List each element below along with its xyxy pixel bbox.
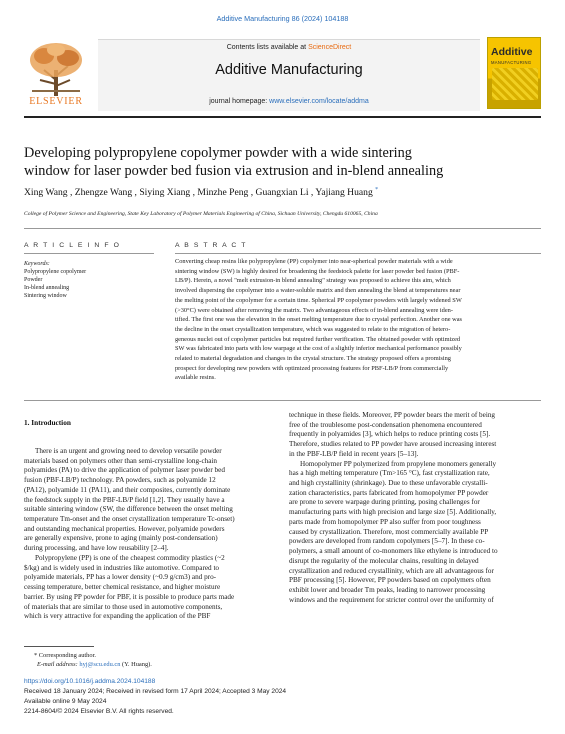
contents-line <box>98 44 480 51</box>
corresponding-author-note: * Corresponding author. <box>34 652 96 659</box>
article-info-heading: A R T I C L E I N F O <box>24 242 121 249</box>
abstract-body <box>175 257 543 383</box>
body-line: disrupt the regularity of the molecular chains, resulting in delayed <box>289 556 479 565</box>
abstract-divider <box>175 253 541 254</box>
homepage-line <box>98 98 480 105</box>
footnote-divider <box>24 646 94 647</box>
body-line: Homopolymer PP polymerized from propylene monomers generally <box>300 459 497 468</box>
corresponding-author-mark[interactable]: * <box>375 187 379 193</box>
body-line: There is an urgent and growing need to develop versatile powder <box>35 447 222 455</box>
body-line: which is very attractive for expanding the application of the PBF <box>24 612 211 621</box>
contents-prefix: Contents lists available at <box>226 44 309 51</box>
body-line: temperature Tm-onset and the onset crystallization temperature Tc-onset) <box>24 515 235 524</box>
abstract-line: sintering window (SW) is highly desired for broadening the feedstock palette for laser powder bed fusion (PBF- <box>175 267 460 275</box>
header-divider <box>24 116 541 118</box>
body-line: polyamides (PA) to drive the application of polymer laser powder bed <box>24 466 225 475</box>
body-line: Polypropylene (PP) is one of the cheapest commodity plastics (~2 <box>35 553 225 562</box>
email-link[interactable]: hyj@scu.edu.cn <box>79 661 121 668</box>
body-line: has a high melting temperature (Tm>165 °C), fast crystallization rate, <box>289 469 490 478</box>
body-line: free of the troublesome post-condensation phenomena encountered <box>289 420 482 429</box>
abstract-line: (>30°C) were obtained after removing the matrix. Two advantageous effects of in-blend annealing were iden- <box>175 306 453 314</box>
body-line: barrier. By using PP powder for PBF, it is possible to produce parts made <box>24 592 235 601</box>
journal-reference[interactable]: Additive Manufacturing 86 (2024) 104188 <box>216 14 349 23</box>
received-dates: Received 18 January 2024; Received in revised form 17 April 2024; Accepted 3 May 2024 <box>24 688 287 695</box>
abstract-line: related to material degradation and changes in the crystal structure. The strategy proposed offers a promising <box>175 355 451 363</box>
journal-homepage-link[interactable]: www.elsevier.com/locate/addma <box>269 98 369 105</box>
cover-title: Additive <box>491 46 533 58</box>
abstract-line: LB/P). Herein, a novel "melt extrusion-in blend annealing" strategy was proposed to achieve this aim, which <box>175 277 451 285</box>
abstract-line: available resins. <box>175 374 216 382</box>
journal-header <box>98 39 480 111</box>
body-line: cessing temperature, better chemical resistance, and higher moisture <box>24 583 221 592</box>
introduction-column-1 <box>24 447 277 622</box>
email-suffix: (Y. Huang). <box>120 661 152 668</box>
authors-text: Xing Wang , Zhengze Wang , Siying Xiang , Minzhe Peng , Guangxian Li , Yajiang Huang <box>24 187 373 199</box>
body-line: suitable sintering window (SW, the difference between the onset melting <box>24 505 233 514</box>
body-line: Therefore, studies related to PP powder have aroused increasing interest <box>289 440 497 449</box>
keywords-label: Keywords: <box>24 261 50 267</box>
abstract-line: geneous nuclei out of copolymer particles but required further verification. The obtained powder with optimized <box>175 335 461 343</box>
body-line: $/kg) and is widely used in industries like automotive. Compared to <box>24 563 220 572</box>
sciencedirect-link[interactable]: ScienceDirect <box>308 44 352 51</box>
article-info-divider <box>24 253 154 254</box>
body-line: in the PBF-LB/P field in recent years [5–13]. <box>289 449 419 458</box>
online-date: Available online 9 May 2024 <box>24 698 107 705</box>
affiliation: College of Polymer Science and Engineering, State Key Laboratory of Polymer Materials Engineering of China, Sichuan University, Chengdu 610065, China <box>24 211 378 217</box>
abstract-bottom-divider <box>24 400 541 401</box>
body-line: polymers, a small amount of co-monomers like ethylene is introduced to <box>289 547 498 556</box>
body-line: fusion (PBF-LB/P) technology. PA powders, such as polyamide 12 <box>24 476 216 485</box>
abstract-line: Converting cheap resins like polypropylene (PP) copolymer into near-spherical powder materials with a wide <box>175 258 453 265</box>
body-line: and outstanding mechanical properties. However, polyamide powders <box>24 524 225 533</box>
body-line: frequently in polyamides [3], which helps to reduce printing costs [5]. <box>289 430 491 439</box>
body-line: the feedstock supply in the PBF-LB/P field [1,2]. They usually have a <box>24 495 225 504</box>
body-line: zation characteristics, parts fabricated from homopolymer PP powder <box>289 488 489 497</box>
body-line: and high crystallinity (shrinkage). Due to these unfavorable crystalli- <box>289 479 488 488</box>
body-line: of materials that are similar to those used in automotive components, <box>24 602 223 611</box>
body-line: are generally expensive, prone to aging (mainly post-condensation) <box>24 534 218 543</box>
title-line-2: window for laser powder bed fusion via extrusion and in-blend annealing <box>24 163 444 179</box>
email-note <box>37 661 152 668</box>
title-line-1: Developing polypropylene copolymer powder with a wide sintering <box>24 145 412 161</box>
copyright: 2214-8604/© 2024 Elsevier B.V. All rights reserved. <box>24 708 174 715</box>
elsevier-tree-logo <box>26 40 86 98</box>
author-list <box>24 187 544 198</box>
abstract-heading: A B S T R A C T <box>175 242 247 249</box>
body-line: exhibit lower and broader Tm peaks, leading to narrower processing <box>289 585 486 594</box>
email-label: E-mail address: <box>37 661 80 668</box>
body-line: manufacturing parts with high precision and large size [5]. Additionally, <box>289 508 497 517</box>
title-divider <box>24 228 541 229</box>
abstract-line: prospect for developing new powders with optimized processing features for PBF-LB/P from commercially <box>175 364 449 372</box>
keyword: Sintering window <box>24 293 67 299</box>
journal-name: Additive Manufacturing <box>215 62 363 78</box>
body-line: crystallization and reduced crystallinity, which are all advantageous for <box>289 566 494 575</box>
body-line: PBF processing [5]. However, PP powders based on copolymers often <box>289 576 491 585</box>
cover-image <box>492 68 538 100</box>
abstract-line: SW was fabricated into parts with low warpage at the cost of a slightly inferior mechanical performance possibly <box>175 345 462 353</box>
body-line: parts made from homopolymer PP also suffer from poor toughness <box>289 517 481 526</box>
keyword: Powder <box>24 277 43 283</box>
body-line: polyamide materials, PP has a lower density (~0.9 g/cm3) and pro- <box>24 573 217 582</box>
body-line: caused by crystallization. Therefore, most commercially available PP <box>289 527 489 536</box>
keyword: Polypropylene copolymer <box>24 269 87 275</box>
body-line: are prone to severe warpage during printing, posing challenges for <box>289 498 480 507</box>
abstract-line: the melting point of the copolymer for a certain time. Spherical PP copolymer powders with largely widened SW <box>175 296 462 304</box>
abstract-line: involved dispersing the copolymer into a water-soluble matrix and then annealing the blend at temperatures near <box>175 287 461 295</box>
body-line: during processing, and have low reusability [2–4]. <box>24 544 169 553</box>
journal-cover-thumbnail[interactable] <box>487 37 541 109</box>
cover-subtitle: MANUFACTURING <box>491 60 532 65</box>
keyword: In-blend annealing <box>24 285 70 291</box>
body-line: materials based on polymers other than semi-crystalline long-chain <box>24 456 218 465</box>
abstract-line: the decline in the onset crystallization temperature, which was suggested to relate to the migration of hetero- <box>175 325 451 333</box>
abstract-line: tified. The first one was the elevation in the onset melting temperature due to crystal perfection. Another one was <box>175 316 463 324</box>
body-line: (PA12), polyamide 11 (PA11), and their composites, currently dominate <box>24 485 231 494</box>
introduction-heading: 1. Introduction <box>24 418 71 427</box>
introduction-column-2 <box>289 411 542 605</box>
body-line: windows and the requirement for stricter control over the uniformity of <box>289 595 494 604</box>
article-title <box>24 144 544 180</box>
body-line: powders are developed from random copolymers [5–7]. In these co- <box>289 537 485 546</box>
body-line: technique in these fields. Moreover, PP powder bears the merit of being <box>289 411 496 419</box>
homepage-prefix: journal homepage: <box>209 98 270 105</box>
publisher-wordmark: ELSEVIER <box>29 96 83 107</box>
doi-link[interactable]: https://doi.org/10.1016/j.addma.2024.104188 <box>24 678 156 685</box>
